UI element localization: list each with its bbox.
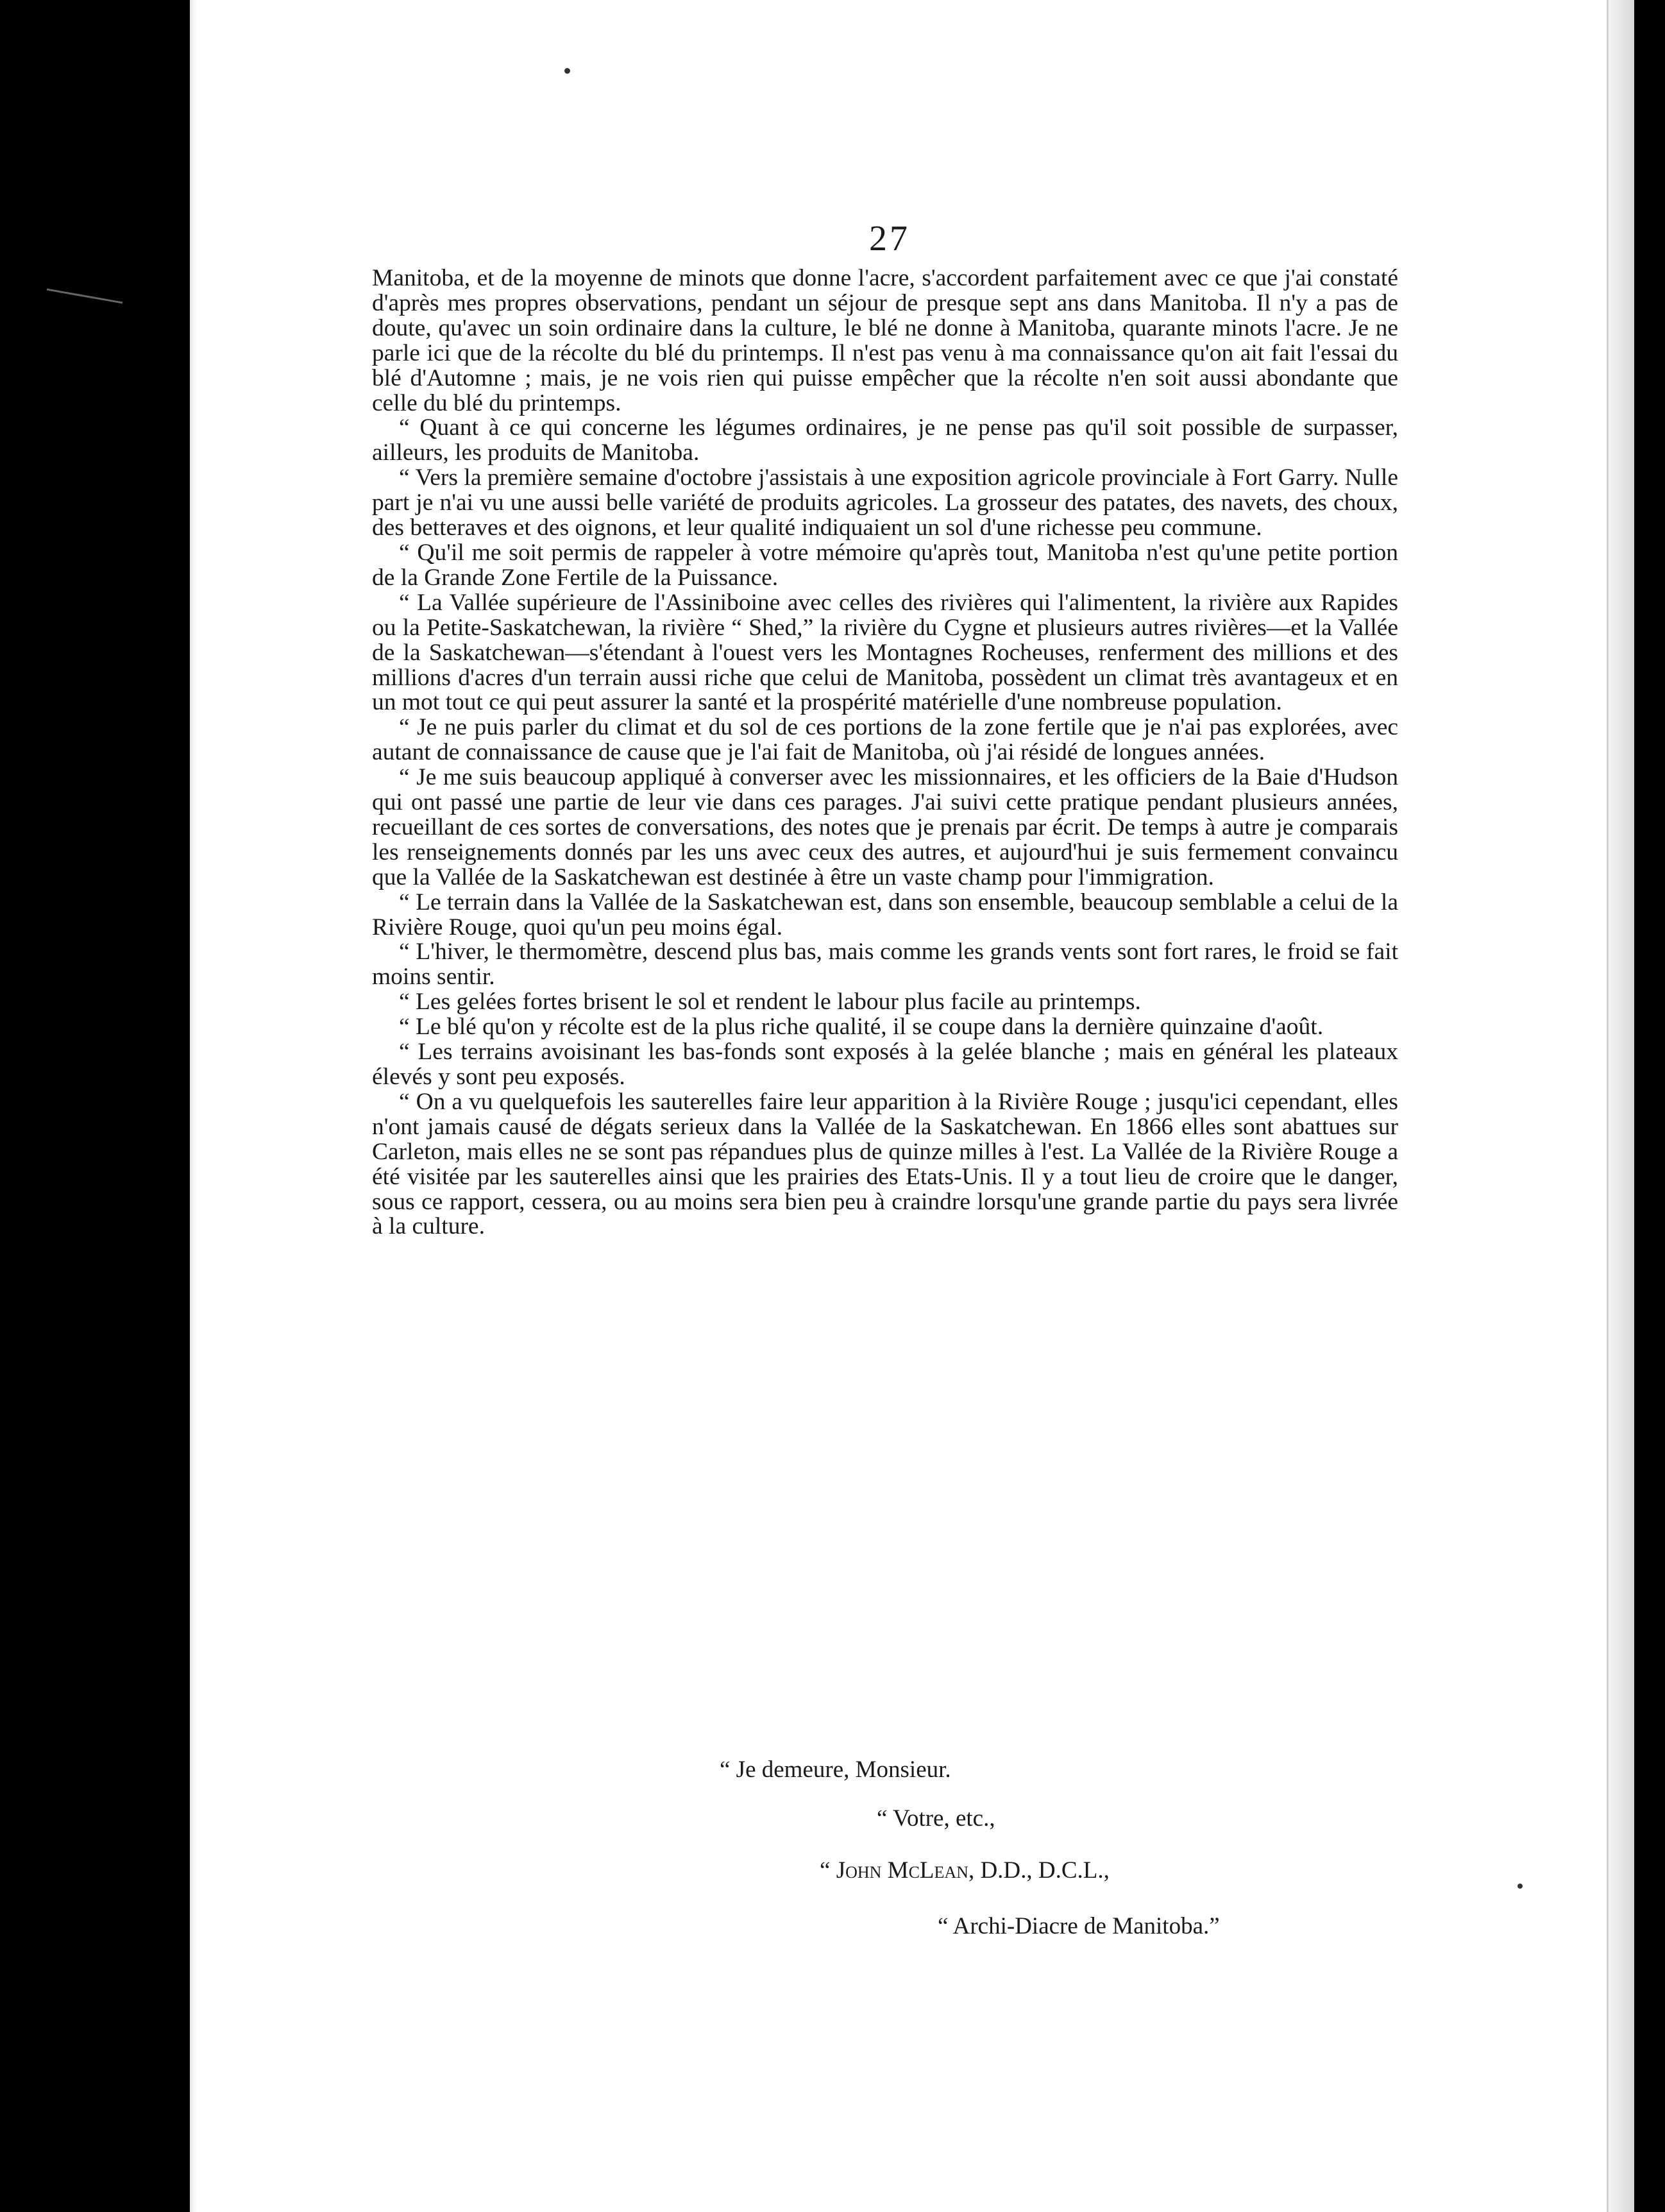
signer-degrees: D.D., D.C.L., <box>974 1857 1110 1884</box>
paragraph: “ Qu'il me soit permis de rappeler à votre mémoire qu'après tout, Manitoba n'est qu'une petite portion de la Grande Zone Fertile de la Puissance. <box>372 539 1398 591</box>
paragraph: “ Le blé qu'on y récolte est de la plus riche qualité, il se coupe dans la dernière quinzaine d'août. <box>399 1014 1324 1041</box>
paragraph: “ L'hiver, le thermomètre, descend plus bas, mais comme les grands vents sont fort rares, le froid se fait moins sentir. <box>372 939 1398 991</box>
paragraph: “ Les terrains avoisinant les bas-fonds sont exposés à la gelée blanche ; mais en général les plateaux élevés y sont peu exposés. <box>372 1039 1398 1090</box>
signature-line <box>820 1857 1110 1884</box>
paragraph: “ Le terrain dans la Vallée de la Saskatchewan est, dans son ensemble, beaucoup semblable a celui de la Rivière Rouge, quoi qu'un peu moins égal. <box>372 889 1398 940</box>
signer-name: John McLean, <box>836 1857 975 1884</box>
paragraph: “ Les gelées fortes brisent le sol et rendent le labour plus facile au printemps. <box>399 989 1141 1016</box>
page-fold-right <box>1607 0 1634 2212</box>
paragraph: “ Quant à ce qui concerne les légumes ordinaires, je ne pense pas qu'il soit possible de surpasser, ailleurs, les produits de Manitoba. <box>372 414 1398 466</box>
closing-salutation: “ Je demeure, Monsieur. <box>720 1757 951 1783</box>
paragraph: “ Vers la première semaine d'octobre j'assistais à une exposition agricole provinciale à Fort Garry. Nulle part je n'ai vu une aussi belle variété de produits agricoles. La grosseur des patates, des navets, des choux, des betteraves et des oignons, et leur qualité indiquaient un sol d'une richesse peu commune. <box>372 464 1398 541</box>
page-edge-shadow <box>190 0 196 2212</box>
signature-quote: “ <box>820 1857 836 1884</box>
scan-border-right <box>1634 0 1665 2212</box>
paragraph: “ Je ne puis parler du climat et du sol de ces portions de la zone fertile que je n'ai pas explorées, avec autant de connaissance de cause que je l'ai fait de Manitoba, où j'ai résidé de longues années. <box>372 714 1398 766</box>
paragraph: “ La Vallée supérieure de l'Assiniboine avec celles des rivières qui l'alimentent, la rivière aux Rapides ou la Petite-Saskatchewan, la rivière “ Shed,” la rivière du Cygne et plusieurs autres rivières—et la Vallée de la Saskatchewan—s'étendant à l'ouest vers les Montagnes Rocheuses, renferment des millions et des millions d'acres d'un terrain aussi riche que celui de Manitoba, possèdent un climat très avantageux et en un mot tout ce qui peut assurer la santé et la prospérité matérielle d'une nombreuse population. <box>372 589 1398 716</box>
paragraph: “ Je me suis beaucoup appliqué à converser avec les missionnaires, et les officiers de la Baie d'Hudson qui ont passé une partie de leur vie dans ces parages. J'ai suivi cette pratique pendant plusieurs années, recueillant de ces sortes de conversations, des notes que je prenais par écrit. De temps à autre je comparais les renseignements donnés par les uns avec ceux des autres, et aujourd'hui je suis fermement convaincu que la Vallée de la Saskatchewan est destinée à être un vaste champ pour l'immigration. <box>372 764 1398 890</box>
signer-title: “ Archi-Diacre de Manitoba.” <box>938 1913 1220 1939</box>
closing-votre: “ Votre, etc., <box>877 1805 995 1832</box>
dust-speck <box>1517 1884 1523 1889</box>
page-number: 27 <box>869 219 910 259</box>
scan-border-left <box>0 0 190 2212</box>
letter-body <box>372 266 1398 1239</box>
dust-speck <box>564 68 570 74</box>
paragraph: Manitoba, et de la moyenne de minots que donne l'acre, s'accordent parfaitement avec ce que j'ai constaté d'après mes propres observations, pendant un séjour de presque sept ans dans Manitoba. Il n'y a pas de doute, qu'avec un soin ordinaire dans la culture, le blé ne donne à Manitoba, quarante minots l'acre. Je ne parle ici que de la récolte du blé du printemps. Il n'est pas venu à ma connaissance qu'on ait fait l'essai du blé d'Automne ; mais, je ne vois rien qui puisse empêcher que la récolte n'en soit aussi abondante que celle du blé du printemps. <box>372 265 1398 416</box>
paragraph: “ On a vu quelquefois les sauterelles faire leur apparition à la Rivière Rouge ; jusqu'ici cependant, elles n'ont jamais causé de dégats serieux dans la Vallée de la Saskatchewan. En 1866 elles sont abattues sur Carleton, mais elles ne se sont pas répandues plus de quinze milles à l'est. La Vallée de la Rivière Rouge a été visitée par les sauterelles ainsi que les prairies des Etats-Unis. Il y a tout lieu de croire que le danger, sous ce rapport, cessera, ou au moins sera bien peu à craindre lorsqu'une grande partie du pays sera livrée à la culture. <box>372 1088 1398 1240</box>
